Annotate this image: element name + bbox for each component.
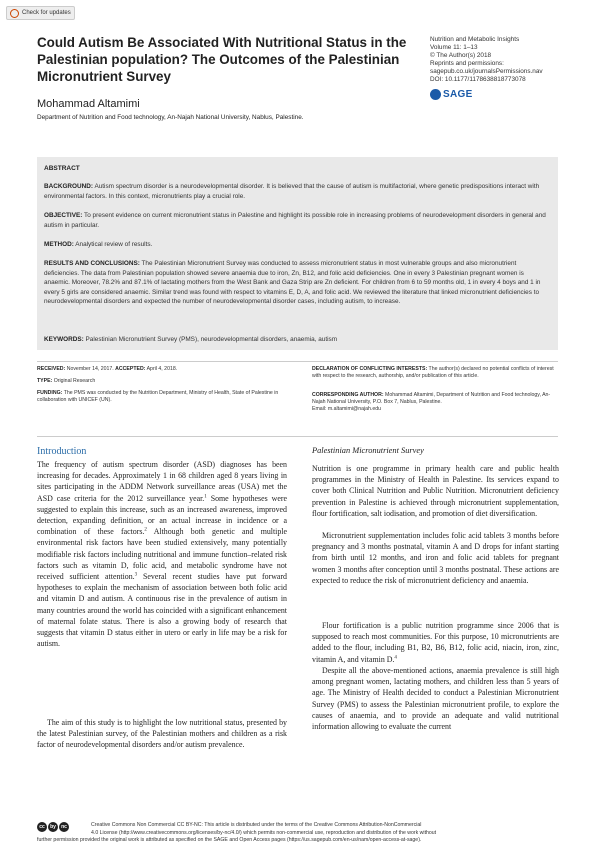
citation-ref[interactable]: 2 (144, 527, 147, 533)
journal-volume: Volume 11: 1–13 (430, 44, 478, 51)
section-heading-pms: Palestinian Micronutrient Survey (312, 446, 424, 455)
license-line-1: Creative Commons Non Commercial CC BY-NC: This article is distributed under the terms of the Creative Commons Attribution-NonCommercial (91, 822, 422, 828)
results-text: The Palestinian Micronutrient Survey was conducted to assess micronutrient status in most vulnerable groups and also micronutrient deficiencies. The data from Palestinian population showed severe anaemia due to iron, Zn, B12, and folic acid deficiencies. One in every 3 Palestinian pregnant women is anaemic. Moreover, 78.2% and 87.1% of lactating mothers from the West Bank and Gaza Strip are Zn deficient. For children from 6 to 59 months old, 1 in every 4 boys and 1 in every 5 girls are considered anaemic. Similar trend was found with respect to vitamins E, D, A, and folic acid. We reviewed the literature that linked micronutrient deficiencies to neurodevelopmental disorders and expected the number of neurodevelopmental disorder cases, including autism, to increase. (44, 260, 541, 305)
type-value: Original Research (53, 378, 96, 384)
article-type (37, 378, 287, 385)
publisher-logo (430, 89, 473, 100)
received-date: November 14, 2017. (66, 366, 114, 372)
journal-name: Nutrition and Metabolic Insights (430, 36, 520, 43)
pms-paragraph-3 (312, 620, 559, 665)
pms-paragraph-1: Nutrition is one programme in primary health care and public health programmes in the Ministry of Health in Palestine. Its services expand to cover both Clinical Nutrition and Public Nutrition. Micronutrient deficiency prevention in Palestine is achieved through micronutrient supplementation, flour fortification, salt iodisation, and promotion of diet diversification. (312, 464, 559, 518)
article-dates (37, 366, 287, 373)
funding-label: FUNDING: (37, 390, 63, 396)
section-heading-introduction: Introduction (37, 446, 87, 457)
copyright: © The Author(s) 2018 (430, 52, 492, 59)
reprints-link[interactable]: sagepub.co.uk/journalsPermissions.nav (430, 68, 543, 75)
keywords-text: Palestinian Micronutrient Survey (PMS), neurodevelopmental disorders, anaemia, autism (85, 336, 338, 343)
abstract-results (44, 259, 551, 307)
pms-paragraph-4: Despite all the above-mentioned actions, anaemia prevalence is still high among pregnant women, lactating mothers, and children less than 5 years of age. The Ministry of Health decided to conduct a Palestinian Micronutrient Survey (PMS) to assess the Palestinian micronutrient profile, to explore the causes of anaemia, and to provide an adequate and valid nutritional information allowing to evaluate the current (312, 666, 559, 732)
citation-ref[interactable]: 1 (204, 493, 207, 499)
method-text: Analytical review of results. (75, 241, 153, 248)
type-label: TYPE: (37, 378, 53, 384)
divider (37, 361, 558, 362)
conflict-statement (312, 366, 557, 380)
author-name: Mohammad Altamimi (37, 98, 140, 110)
objective-label: OBJECTIVE: (44, 212, 83, 219)
funding-statement (37, 390, 282, 404)
coi-label: DECLARATION OF CONFLICTING INTERESTS: (312, 366, 428, 372)
corresponding-author (312, 392, 557, 412)
intro-paragraph-1 (37, 459, 287, 649)
abstract-objective (44, 211, 551, 230)
funding-text: The PMS was conducted by the Nutrition Department, Ministry of Health, State of Palestine in collaboration with UNICEF (UN). (37, 390, 279, 403)
objective-text: To present evidence on current micronutrient status in Palestine and highlight its possible role in increasing problems of neurodevelopment disorders in general and autism in particular. (44, 212, 546, 229)
abstract-keywords (44, 335, 551, 345)
divider (37, 436, 558, 437)
keywords-label: KEYWORDS: (44, 336, 84, 343)
received-label: RECEIVED: (37, 366, 66, 372)
abstract-method (44, 240, 551, 250)
corr-text: Mohammad Altamimi, Department of Nutrition and Food technology, An-Najah National University, P.O. Box 7, Nablus, Palestine. (312, 392, 551, 405)
journal-info (430, 36, 590, 84)
badge-label: Check for updates (22, 10, 71, 16)
sage-logo-icon (430, 89, 441, 100)
update-icon (10, 9, 19, 18)
accepted-date: April 4, 2018. (146, 366, 178, 372)
intro-text: Some hypotheses were suggested to explain this increase, such as an increased awareness, improved detection, expanding definition, or an actual increase in incidence or a combination of these factors. (37, 493, 287, 537)
results-label: RESULTS AND CONCLUSIONS: (44, 260, 140, 267)
check-for-updates-badge[interactable] (6, 6, 75, 20)
citation-ref[interactable]: 3 (134, 572, 138, 578)
pms-paragraph-2: Micronutrient supplementation includes folic acid tablets 3 months before pregnancy and 3 months postnatal, vitamin A and D drops for infant starting from birth until 12 months, and iron and folic acid tablets for pregnant women 3 months after conception until 3 months postnatal. These actions are expected to reduce the risk of micronutrient deficiency and anaemia. (312, 531, 559, 585)
reprints-label: Reprints and permissions: (430, 60, 504, 67)
author-affiliation: Department of Nutrition and Food technology, An-Najah National University, Nablus, Palestine. (37, 114, 304, 121)
cc-icon: cc (37, 822, 47, 832)
intro-text: Several recent studies have put forward hypotheses to explain the mechanism of association between both folic acid and vitamin D and autism. A continuous rise in the prevalence of autism in many countries around the world has coincided with a significant enhancement of maternal folate status. There is also a growing body of research that suggests that vitamin D status either in utero or early in life may be a risk for autism. (37, 572, 287, 649)
license-line-2: 4.0 License (http://www.creativecommons.org/licenses/by-nc/4.0/) which permits non-commercial use, reproduction and distribution of the work without (91, 830, 437, 836)
abstract-box (37, 157, 558, 350)
background-label: BACKGROUND: (44, 183, 93, 190)
citation-ref[interactable]: 4 (394, 654, 397, 660)
article-title: Could Autism Be Associated With Nutritional Status in the Palestinian population? The Outcomes of the Palestinian Micronutrient Survey (37, 35, 407, 84)
creative-commons-badge[interactable] (37, 822, 70, 832)
publisher-name: SAGE (443, 89, 473, 100)
coi-text: The author(s) declared no potential conflicts of interest with respect to the research, authorship, and/or publication of this article. (312, 366, 554, 379)
license-line-3: further permission provided the original work is attributed as specified on the SAGE and Open Access pages (https://us.sagepub.com/en-us/nam/open-access-at-sage). (37, 837, 422, 843)
nc-icon: nc (59, 822, 69, 832)
background-text: Autism spectrum disorder is a neurodevelopmental disorder. It is believed that the cause of autism is multifactorial, where genetic predispositions interact with environmental factors. In this context, micronutrients play a crucial role. (44, 183, 540, 200)
intro-text: Although both genetic and multiple environmental risk factors have been studied extensively, many potentially modifiable risk factors including nutritional and immune function–related risk factors such as vitamin D, folic acid, and metabolic syndrome have not received sufficient attention. (37, 527, 287, 582)
corr-email[interactable]: Email: m.altamimi@najah.edu (312, 405, 381, 412)
doi[interactable]: DOI: 10.1177/1178638818773078 (430, 76, 526, 83)
intro-paragraph-2: The aim of this study is to highlight the low nutritional status, presented by the latest Palestinian survey, of the Palestinian mothers and children as a risk factor of neurodevelopmental disorders and/or autism prevalence. (37, 718, 287, 750)
abstract-heading: ABSTRACT (44, 165, 80, 172)
accepted-label: ACCEPTED: (115, 366, 146, 372)
method-label: METHOD: (44, 241, 74, 248)
corr-label: CORRESPONDING AUTHOR: (312, 392, 384, 398)
abstract-background (44, 182, 551, 201)
intro-text: The frequency of autism spectrum disorder (ASD) diagnoses has been increasing for decades. Approximately 1 in 68 children aged 8 years living in sites participating in the ADDM Network surveillance areas (USA) met the ASD case criteria for the 2012 surveillance year. (37, 460, 287, 503)
by-icon: by (48, 822, 58, 832)
pms-text: Flour fortification is a public nutrition programme since 2006 that is supposed to reach most communities. For this purpose, 10 micronutrients are added to the flour, including B1, B2, B6, B12, folic acid, niacin, iron, zinc, vitamin A, and vitamin D. (312, 621, 559, 664)
